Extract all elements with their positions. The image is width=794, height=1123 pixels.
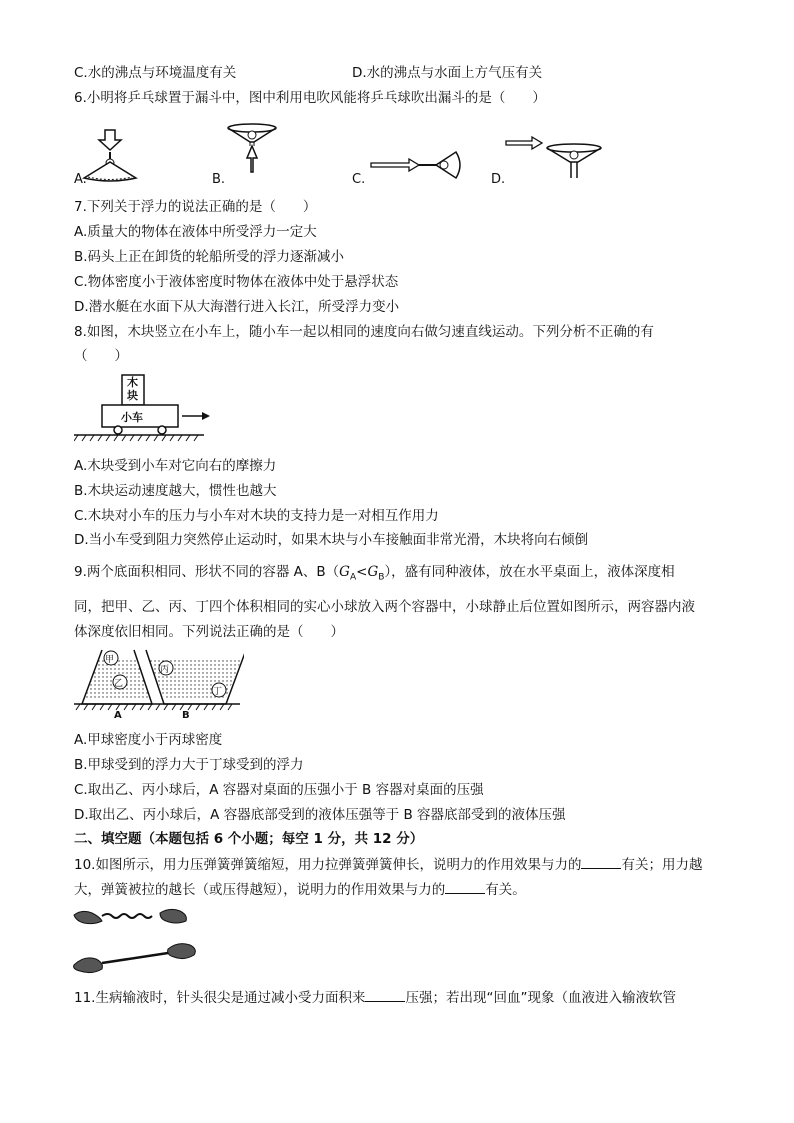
q8-stem-line1: 8.如图，木块竖立在小车上，随小车一起以相同的速度向右做匀速直线运动。下列分析不正确的有 [74, 324, 654, 340]
container-label-a: A [114, 710, 122, 721]
q6-stem: 6.小明将乒乓球置于漏斗中，图中利用电吹风能将乒乓球吹出漏斗的是（ ） [74, 90, 546, 106]
q6-label-d: D. [491, 172, 506, 187]
q10-figures [72, 905, 202, 980]
q9-option-a: A.甲球密度小于丙球密度 [74, 732, 223, 748]
q8-option-c: C.木块对小车的压力与小车对木块的支持力是一对相互作用力 [74, 508, 439, 524]
q6-figures [74, 122, 734, 192]
q5-option-d: D.水的沸点与水面上方气压有关 [352, 65, 543, 81]
container-label-b: B [182, 710, 190, 721]
cart-wheel-left [114, 426, 122, 434]
ball-label-yi: 乙 [114, 679, 124, 689]
q11-blank-1[interactable] [365, 989, 405, 1002]
cart-wheel-right [158, 426, 166, 434]
q9-stem-line3: 体深度依旧相同。下列说法正确的是（ ） [74, 624, 344, 640]
q9-figure [74, 648, 244, 714]
ball-label-jia: 甲 [105, 655, 115, 665]
q8-option-b: B.木块运动速度越大，惯性也越大 [74, 483, 277, 499]
q10-blank-1[interactable] [581, 856, 621, 869]
q10-line2: 大，弹簧被拉的越长（或压得越短），说明力的作用效果与力的 有关。 [74, 882, 526, 898]
q7-option-c: C.物体密度小于液体密度时物体在液体中处于悬浮状态 [74, 274, 399, 290]
block-label-2: 块 [127, 389, 138, 402]
q7-option-b: B.码头上正在卸货的轮船所受的浮力逐渐减小 [74, 249, 345, 265]
q8-option-a: A.木块受到小车对它向右的摩擦力 [74, 458, 277, 474]
q6-label-c: C. [352, 172, 366, 187]
q10-blank-2[interactable] [445, 881, 485, 894]
ball-label-ding: 丁 [213, 687, 223, 697]
q11-line1: 11.生病输液时，针头很尖是通过减小受力面积来 压强；若出现“回血”现象（血液进入输液软管 [74, 990, 676, 1006]
block-label-1: 木 [127, 376, 138, 389]
q7-stem: 7.下列关于浮力的说法正确的是（ ） [74, 199, 317, 215]
q7-option-a: A.质量大的物体在液体中所受浮力一定大 [74, 224, 317, 240]
q6-figure-c [371, 152, 460, 178]
q9-stem-line2: 同，把甲、乙、丙、丁四个体积相同的实心小球放入两个容器中，小球静止后位置如图所示，两容器内液 [74, 599, 695, 615]
q8-figure [74, 372, 214, 442]
q6-figure-a [84, 130, 136, 181]
spring-stretched [74, 944, 196, 973]
q9-option-b: B.甲球受到的浮力大于丁球受到的浮力 [74, 757, 304, 773]
spring-compressed [74, 909, 186, 923]
q6-figure-d [506, 137, 601, 178]
section2-heading: 二、填空题（本题包括 6 个小题；每空 1 分，共 12 分） [74, 831, 424, 847]
ball-label-bing: 丙 [160, 665, 170, 675]
cart-label: 小车 [121, 411, 143, 424]
q9-stem-line1: 9.两个底面积相同、形状不同的容器 A、$B(G_A<G_B)$，盛有同种液体，放在水平桌面上，液体深度相 [74, 564, 675, 583]
q9-option-c: C.取出乙、丙小球后，A 容器对桌面的压强小于 B 容器对桌面的压强 [74, 782, 484, 798]
q10-line1: 10.如图所示，用力压弹簧弹簧缩短，用力拉弹簧弹簧伸长，说明力的作用效果与力的 有关；用力越 [74, 857, 703, 873]
q6-label-a: A. [74, 172, 87, 187]
q8-stem-line2: （ ） [74, 348, 128, 364]
q5-option-c: C.水的沸点与环境温度有关 [74, 65, 237, 81]
q9-option-d: D.取出乙、丙小球后，A 容器底部受到的液体压强等于 B 容器底部受到的液体压强 [74, 807, 566, 823]
q7-option-d: D.潜水艇在水面下从大海潜行进入长江，所受浮力变小 [74, 299, 400, 315]
q6-label-b: B. [212, 172, 226, 187]
q6-figure-b [228, 124, 276, 172]
q8-option-d: D.当小车受到阻力突然停止运动时，如果木块与小车接触面非常光滑，木块将向右倾倒 [74, 532, 589, 548]
